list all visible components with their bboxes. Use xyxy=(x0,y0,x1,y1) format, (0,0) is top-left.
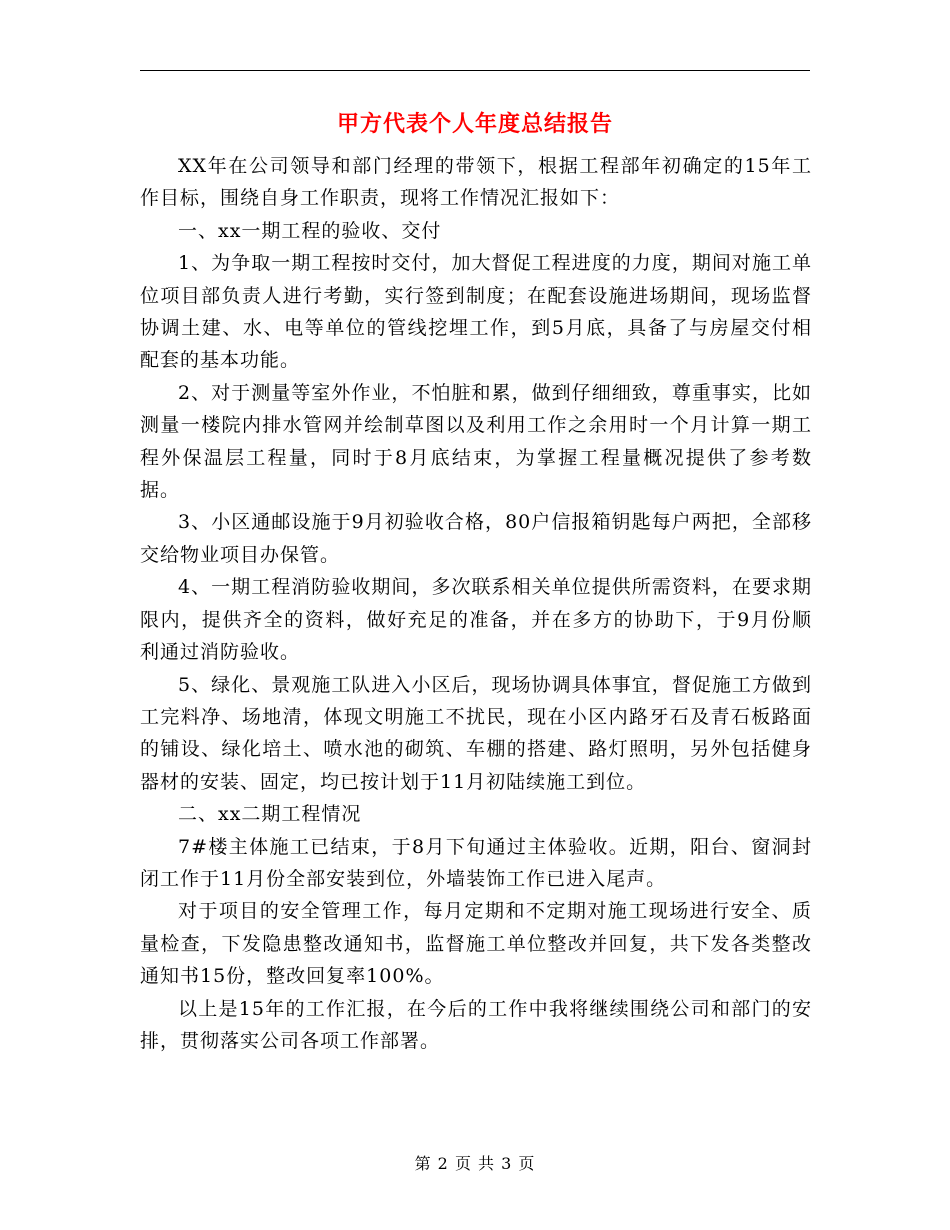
paragraph-building-7: 7#楼主体施工已结束，于8月下旬通过主体验收。近期，阳台、窗洞封闭工作于11月份全部安装到位，外墙装饰工作已进入尾声。 xyxy=(140,835,812,890)
document-title: 甲方代表个人年度总结报告 xyxy=(336,111,613,137)
paragraph-intro: XX年在公司领导和部门经理的带领下，根据工程部年初确定的15年工作目标，围绕自身工作职责，现将工作情况汇报如下： xyxy=(140,155,812,210)
paragraph-item-3: 3、小区通邮设施于9月初验收合格，80户信报箱钥匙每户两把，全部移交给物业项目办保管。 xyxy=(140,511,812,566)
page-number: 第 2 页 共 3 页 xyxy=(414,1154,536,1173)
paragraph-item-2: 2、对于测量等室外作业，不怕脏和累，做到仔细细致，尊重事实，比如测量一楼院内排水管网并绘制草图以及利用工作之余用时一个月计算一期工程外保温层工程量，同时于8月底结束，为掌握工程量概况提供了参考数据。 xyxy=(140,381,812,502)
paragraph-item-4: 4、一期工程消防验收期间，多次联系相关单位提供所需资料，在要求期限内，提供齐全的资料，做好充足的准备，并在多方的协助下，于9月份顺利通过消防验收。 xyxy=(140,576,812,664)
section-heading-phase-one: 一、xx一期工程的验收、交付 xyxy=(178,219,442,242)
header-rule xyxy=(140,70,810,71)
section-heading-phase-two: 二、xx二期工程情况 xyxy=(178,803,362,826)
paragraph-item-5: 5、绿化、景观施工队进入小区后，现场协调具体事宜，督促施工方做到工完料净、场地清，体现文明施工不扰民，现在小区内路牙石及青石板路面的铺设、绿化培土、喷水池的砌筑、车棚的搭建、路灯照明，另外包括健身器材的安装、固定，均已按计划于11月初陆续施工到位。 xyxy=(140,673,812,793)
paragraph-safety: 对于项目的安全管理工作，每月定期和不定期对施工现场进行安全、质量检查，下发隐患整改通知书，监督施工单位整改并回复，共下发各类整改通知书15份，整改回复率100%。 xyxy=(140,900,812,988)
document-body xyxy=(140,150,812,1057)
paragraph-conclusion: 以上是15年的工作汇报，在今后的工作中我将继续围绕公司和部门的安排，贯彻落实公司各项工作部署。 xyxy=(140,997,812,1052)
paragraph-item-1: 1、为争取一期工程按时交付，加大督促工程进度的力度，期间对施工单位项目部负责人进行考勤，实行签到制度；在配套设施进场期间，现场监督协调土建、水、电等单位的管线挖埋工作，到5月底，具备了与房屋交付相配套的基本功能。 xyxy=(140,252,812,372)
